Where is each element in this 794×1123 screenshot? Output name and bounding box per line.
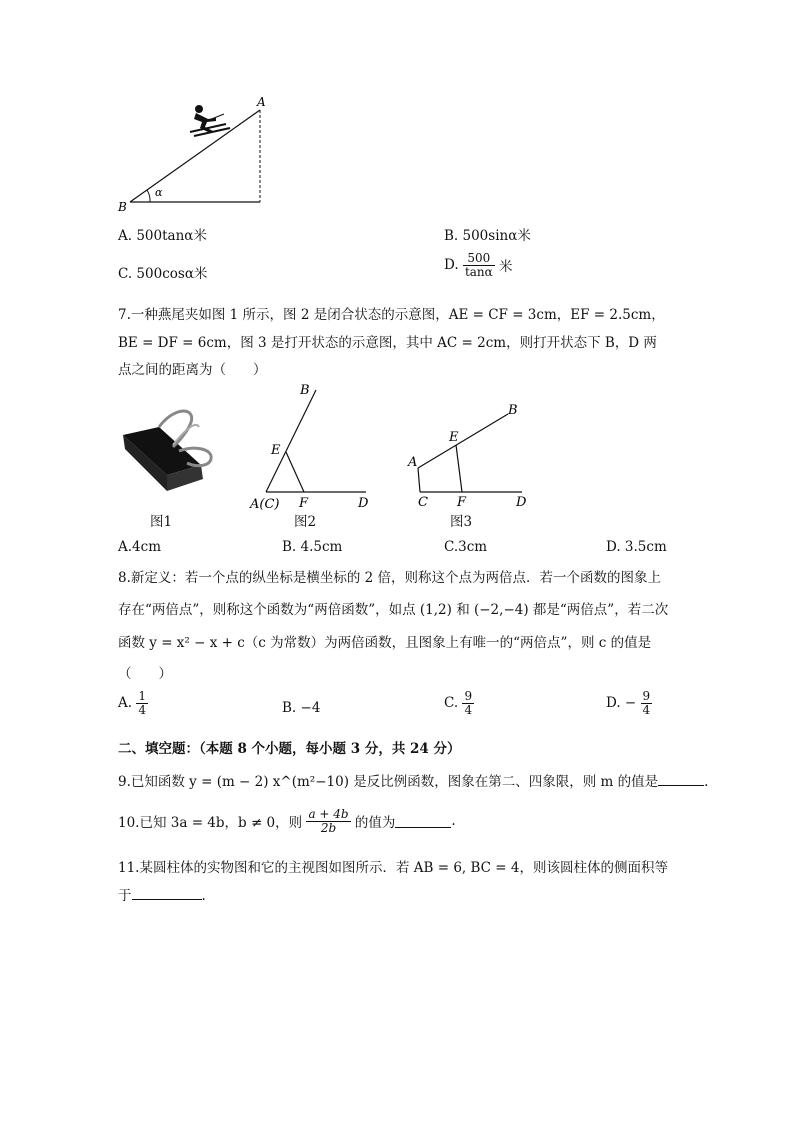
q11-line-2 (118, 884, 206, 904)
fig2-label-F: F (299, 496, 309, 511)
angle-arc (147, 190, 150, 202)
fig2-label-B: B (300, 383, 310, 398)
q8-option-d-num: 9 (642, 689, 651, 703)
q10-fraction (306, 808, 350, 834)
label-alpha: α (155, 186, 163, 199)
q9-end: . (704, 774, 709, 790)
q11-line-1: 11.某圆柱体的实物图和它的主视图如图所示．若 AB = 6, BC = 4，则该圆柱体的侧面积等 (118, 860, 668, 876)
q8-line-4: （ ） (118, 666, 172, 682)
q11-end: . (201, 888, 206, 904)
binder-clip-icon (123, 411, 211, 491)
q10-line (118, 808, 456, 834)
fig3-label-C: C (418, 495, 428, 510)
q11-answer-blank[interactable] (132, 887, 202, 900)
section-title-fill-in: 二、填空题：（本题 8 个小题，每小题 3 分，共 24 分） (118, 741, 461, 757)
fig3-label-F: F (457, 495, 467, 510)
q7-line-3: 点之间的距离为（ ） (118, 362, 267, 378)
q10-denominator: 2b (306, 821, 350, 835)
q8-option-d-den: 4 (642, 702, 651, 717)
fig3-label-B: B (508, 403, 518, 418)
fig3-label-E: E (449, 430, 459, 445)
slope-hypotenuse (130, 110, 260, 202)
label-B: B (118, 200, 127, 214)
q8-option-d (606, 690, 652, 716)
q8-line-2: 存在“两倍点”，则称这个函数为“两倍函数”，如点 (1,2) 和 (−2,−4) 都是“两倍点”，若二次 (118, 602, 669, 618)
q8-option-c-num: 9 (464, 689, 473, 703)
binder-clip-figure (115, 405, 225, 500)
q8-option-a-prefix: A. (118, 695, 133, 712)
fig2-label-AC: A(C) (250, 497, 280, 512)
q8-option-c (444, 690, 474, 716)
skier-icon (190, 105, 230, 136)
q8-option-a-den: 4 (138, 702, 146, 717)
q8-option-b: B. −4 (282, 700, 321, 716)
q6-option-d-prefix: D. (444, 257, 459, 274)
q6-option-d (444, 252, 513, 278)
label-A: A (257, 95, 266, 109)
fig3-caption: 图3 (450, 514, 473, 530)
figure-2 (248, 380, 378, 515)
q7-line-1: 7.一种燕尾夹如图 1 所示，图 2 是闭合状态的示意图，AE = CF = 3cm，EF = 2.5cm， (118, 307, 665, 323)
q10-suffix: 的值为 (354, 815, 396, 832)
q6-option-d-suffix: 米 (499, 259, 513, 276)
q7-option-b: B. 4.5cm (282, 539, 343, 555)
q8-line-3: 函数 y = x² − x + c（c 为常数）为两倍函数，且图象上有唯一的“两倍点”，则 c 的值是 (118, 635, 652, 651)
figure-3 (404, 396, 534, 516)
q8-option-a-num: 1 (138, 689, 146, 703)
slope-figure (110, 92, 280, 214)
q9-text: 9.已知函数 y = (m − 2) x^(m²−10) 是反比例函数，图象在第二、四象限，则 m 的值是 (118, 774, 659, 790)
q11-prefix: 于 (118, 888, 132, 904)
q6-option-a: A. 500tanα米 (118, 228, 207, 244)
q8-option-c-den: 4 (464, 702, 473, 717)
q8-option-d-fraction (641, 690, 653, 716)
fig2-caption: 图2 (294, 514, 317, 530)
q10-prefix: 10.已知 3a = 4b，b ≠ 0，则 (118, 815, 303, 832)
q6-option-b: B. 500sinα米 (444, 228, 531, 244)
q10-end: . (451, 813, 456, 830)
q8-option-d-prefix: D. − (606, 695, 637, 712)
fig2-label-D: D (358, 496, 369, 511)
q6-option-d-fraction (463, 252, 495, 278)
q10-numerator: a + 4b (308, 807, 349, 821)
q7-option-a: A.4cm (118, 539, 161, 555)
fig3-label-D: D (516, 495, 527, 510)
fig2-label-E: E (271, 443, 281, 458)
fig3-label-A: A (408, 455, 418, 470)
q10-answer-blank[interactable] (395, 815, 451, 828)
q8-option-c-prefix: C. (444, 695, 459, 712)
q6-option-d-denominator: tanα (464, 264, 493, 279)
q9-answer-blank[interactable] (658, 773, 704, 786)
q9-line (118, 770, 708, 790)
q7-option-c: C.3cm (444, 539, 488, 555)
q7-option-d: D. 3.5cm (606, 539, 667, 555)
q8-line-1: 8.新定义：若一个点的纵坐标是横坐标的 2 倍，则称这个点为两倍点．若一个函数的图象上 (118, 570, 662, 586)
q8-option-c-fraction (462, 690, 474, 716)
q8-option-a-fraction (136, 690, 148, 716)
fig1-caption: 图1 (150, 514, 173, 530)
q8-option-a (118, 690, 148, 716)
q6-option-c: C. 500cosα米 (118, 266, 208, 282)
q7-line-2: BE = DF = 6cm，图 3 是打开状态的示意图，其中 AC = 2cm，则打开状态下 B，D 两 (118, 335, 657, 351)
q6-option-d-numerator: 500 (467, 251, 491, 265)
